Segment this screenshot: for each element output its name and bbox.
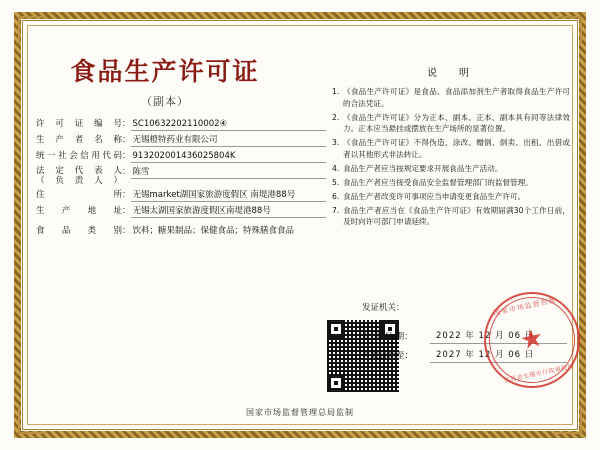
seal-top-text: 国家市场监督管理	[492, 296, 558, 318]
instruction-text: 食品生产者应当按规定要求开展食品生产活动。	[343, 163, 503, 173]
field-row	[36, 118, 326, 131]
field-label-producer-name: 生 产 者 名 称	[36, 135, 122, 145]
instruction-text: 食品生产者应当接受食品安全监督管理部门的监督管理。	[343, 177, 533, 187]
instruction-item	[332, 205, 570, 228]
issuer-authority-label: 发证机关：	[362, 303, 405, 313]
instruction-item	[332, 86, 570, 109]
field-value-production-address: 无锡太湖国家旅游度假区南堤港88号	[131, 205, 326, 218]
field-row	[36, 134, 326, 147]
star-icon: ★	[517, 322, 547, 357]
field-value-legal-representative: 陈雪	[131, 166, 326, 179]
instruction-text: 食品生产者应当在《食品生产许可证》有效期届满30个工作日前，及时向许可部门申请延续。	[343, 205, 570, 226]
field-row	[36, 205, 326, 218]
issue-date-value: 2022 年 12 月 06 日	[430, 330, 567, 344]
field-value-producer-name: 无锡橙特药业有限公司	[131, 134, 326, 147]
instruction-text: 《食品生产许可证》分为正本、副本。正本、副本具有同等法律效力。正本应当悬挂或摆放在生产场所的显著位置。	[343, 112, 570, 133]
field-label-line-1: 法 定 代 表 人	[36, 166, 122, 176]
instruction-number: 5.	[332, 177, 340, 187]
field-value-residence: 无锡market湖国家旅游度假区 南堤港88号	[131, 189, 326, 202]
field-label-production-address: 生 产 地 址	[36, 206, 122, 216]
instruction-number: 1.	[332, 87, 340, 96]
instruction-item	[332, 177, 570, 189]
instruction-number: 6.	[332, 191, 340, 201]
issue-date-label: 发 证 日 期：	[362, 332, 413, 342]
page-title: 食品生产许可证	[70, 57, 260, 86]
field-row	[36, 166, 326, 186]
field-row	[36, 225, 326, 256]
field-label-food-category: 食 品 类 别	[36, 226, 122, 236]
instructions-panel	[332, 64, 570, 230]
qr-finder-top-left	[327, 320, 345, 338]
certificate-content	[32, 30, 575, 420]
field-colon: ：	[122, 167, 131, 177]
instruction-number: 2.	[332, 112, 340, 122]
instruction-number: 7.	[332, 205, 340, 215]
field-colon: ：	[122, 226, 131, 236]
instruction-item	[332, 163, 570, 175]
instructions-title: 说 明	[427, 68, 475, 79]
field-label-license-number: 许 可 证 编 号	[36, 119, 122, 129]
field-label-residence: 住 所	[36, 190, 122, 200]
field-colon: ：	[122, 119, 131, 129]
field-row	[36, 189, 326, 202]
field-value-license-number: SC10632202110002④	[131, 118, 326, 131]
instruction-text: 食品生产者改变许可事项应当申请变更食品生产许可。	[343, 191, 526, 201]
field-colon: ：	[122, 135, 131, 145]
field-value-credit-code: 913202001436025804K	[131, 150, 326, 163]
instruction-number: 4.	[332, 163, 340, 173]
field-row	[36, 150, 326, 163]
page-subtitle: （副本）	[141, 94, 189, 108]
field-colon: ：	[122, 206, 131, 216]
instruction-item	[332, 112, 570, 135]
field-list	[36, 118, 326, 259]
valid-until-value: 2027 年 12 月 06 日	[430, 349, 567, 363]
title-block	[40, 58, 290, 109]
instruction-text: 《食品生产许可证》是食品、食品添加剂生产者取得食品生产许可的合法凭证。	[343, 87, 570, 108]
footer-text: 国家市场监督管理总局监制	[246, 408, 354, 417]
field-label-line-2: （ 负 责 人 ）	[36, 176, 122, 186]
instruction-item	[332, 137, 570, 160]
valid-until-label: 有效日期至：	[362, 351, 414, 361]
field-colon: ：	[122, 190, 131, 200]
instruction-item	[332, 191, 570, 203]
field-colon: ：	[122, 151, 131, 161]
field-value-food-category: 饮料；糖果制品；保健食品；特殊膳食食品	[132, 226, 295, 236]
seal-bottom-text: 江苏省无锡市行政审批局	[503, 362, 575, 385]
instruction-number: 3.	[332, 138, 340, 147]
field-label-credit-code: 统一社会信用代码	[36, 151, 122, 161]
field-label-legal-representative	[36, 166, 122, 186]
instruction-text: 《食品生产许可证》不得伪造、涂改、赠倒、倒卖、出租、出借或者以其他形式非法转让。	[343, 138, 570, 159]
qr-finder-bottom-left	[327, 374, 345, 392]
